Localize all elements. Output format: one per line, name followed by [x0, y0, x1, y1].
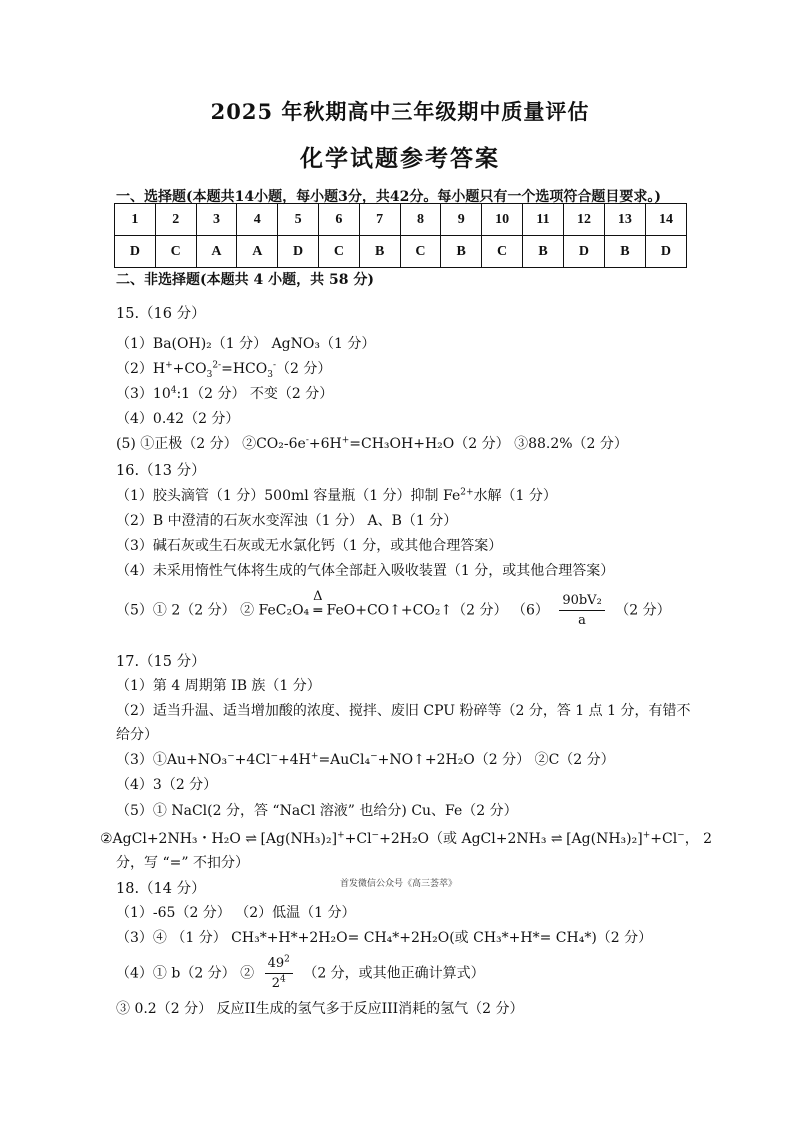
text: +NO↑+2H₂O（2 分） ②C（2 分）: [377, 752, 615, 768]
fraction: [265, 956, 293, 991]
table-cell: 2: [155, 204, 196, 236]
text: 2: [271, 976, 280, 991]
section-2-heading: [116, 269, 374, 289]
superscript: 2-: [212, 360, 222, 371]
answer-table: [114, 203, 687, 268]
text: （1）胶头滴管（1 分）500ml 容量瓶（1 分）抑制 Fe: [116, 488, 461, 504]
q17-line-4: （4）3（2 分）: [116, 777, 218, 793]
table-cell: 1: [115, 204, 156, 236]
table-cell: C: [482, 236, 523, 268]
text: [Ag(NH₃)₂]: [566, 831, 643, 847]
text: ， 2: [684, 831, 713, 847]
table-cell: 8: [400, 204, 441, 236]
table-cell: D: [563, 236, 604, 268]
text: :1（2 分） 不变（2 分）: [176, 386, 334, 402]
superscript: 2: [284, 954, 290, 965]
table-cell: D: [278, 236, 319, 268]
q15-line-1: （1）Ba(OH)₂（1 分） AgNO₃（1 分）: [116, 336, 376, 352]
table-cell: B: [604, 236, 645, 268]
text: =HCO: [221, 361, 268, 377]
superscript: +: [310, 751, 319, 762]
table-cell: B: [523, 236, 564, 268]
text: =AuCl₄: [318, 752, 371, 768]
q16-line-2: （2）B 中澄清的石灰水变浑浊（1 分） A、B（1 分）: [116, 513, 458, 529]
table-cell: A: [196, 236, 237, 268]
superscript: -: [272, 360, 277, 371]
table-cell: D: [645, 236, 686, 268]
q15-heading: 15.（16 分）: [116, 306, 206, 322]
q17-line-2: （2）适当升温、适当增加酸的浓度、搅拌、废旧 CPU 粉碎等（2 分，答 1 点 1 分，有错不: [116, 703, 691, 719]
q16-line-3: （3）碱石灰或生石灰或无水氯化钙（1 分，或其他合理答案）: [116, 538, 503, 554]
table-cell: D: [115, 236, 156, 268]
table-cell: C: [400, 236, 441, 268]
q16-line-5: [116, 588, 671, 628]
text: ②AgCl+2NH₃・H₂O: [100, 831, 241, 847]
text: （2 分，或其他正确计算式）: [303, 965, 485, 982]
table-cell: 10: [482, 204, 523, 236]
q17-line-2b: 给分）: [116, 727, 158, 743]
fraction-numerator: 90bV₂: [559, 593, 604, 611]
section-2-note: (本题共 4 小题，共 58 分): [200, 272, 374, 288]
text: =CH₃OH+H₂O（2 分） ③88.2%（2 分）: [349, 436, 628, 452]
text: （2）H: [116, 361, 166, 377]
table-cell: A: [237, 236, 278, 268]
table-cell: 3: [196, 204, 237, 236]
table-cell: 12: [563, 204, 604, 236]
text: [Ag(NH₃)₂]: [260, 831, 338, 847]
text: （2 分）: [615, 602, 671, 619]
q18-line-2: （3）④ （1 分） CH₃*+H*+2H₂O= CH₄*+2H₂O(或 CH₃*+H*= CH₄*)（2 分）: [116, 930, 653, 946]
reversible-arrow: ⇌: [245, 831, 257, 847]
fraction-denominator: a: [578, 613, 586, 628]
fraction-numerator: [265, 956, 293, 974]
table-cell: 11: [523, 204, 564, 236]
text: （5）① 2（2 分） ② FeC₂O₄: [116, 602, 310, 619]
table-cell: C: [318, 236, 359, 268]
text: （4）① b（2 分） ②: [116, 965, 255, 982]
heat-arrow: Δ ═: [313, 588, 323, 619]
q17-line-1: （1）第 4 周期第 IB 族（1 分）: [116, 678, 321, 694]
table-cell: C: [155, 236, 196, 268]
text: FeO+CO↑+CO₂↑（2 分） （6）: [326, 602, 549, 619]
q17-heading: 17.（15 分）: [116, 654, 206, 670]
q15-line-2: $(2)H^++CO_3^{2-}=HCO_3^-(2$ 分）: [116, 360, 332, 380]
watermark-text: 首发微信公众号《高三荟萃》: [340, 879, 458, 889]
superscript: −: [371, 830, 380, 841]
page-title: 2025 年秋期高中三年级期中质量评估: [210, 99, 590, 124]
superscript: 4: [280, 974, 286, 985]
table-cell: 5: [278, 204, 319, 236]
text: +2H₂O（或 AgCl+2NH₃: [379, 831, 547, 847]
table-cell: B: [441, 236, 482, 268]
table-row-answers: [115, 236, 687, 268]
table-cell: 6: [318, 204, 359, 236]
table-cell: 9: [441, 204, 482, 236]
superscript: -: [305, 435, 309, 446]
superscript: 2+: [460, 487, 474, 498]
q17-line-6: [100, 828, 712, 848]
superscript: −: [270, 751, 279, 762]
q16-heading: 16.（13 分）: [116, 463, 206, 479]
q18-heading: 18.（14 分）: [116, 881, 206, 897]
section-1-note: (本题共14小题，每小题3分，共42分。每小题只有一个选项符合题目要求。): [186, 189, 661, 205]
superscript: +: [337, 830, 345, 841]
section-1-label: 一、选择题: [116, 189, 186, 205]
table-row-numbers: [115, 204, 687, 236]
q16-line-1: [116, 485, 557, 505]
table-cell: 13: [604, 204, 645, 236]
superscript: +: [341, 435, 350, 446]
text: （3）①Au+NO₃: [116, 752, 228, 768]
reversible-arrow: ⇌: [550, 831, 562, 847]
table-cell: 7: [359, 204, 400, 236]
q18-line-4: ③ 0.2（2 分） 反应II生成的氢气多于反应III消耗的氢气（2 分）: [116, 1001, 524, 1017]
text: +CO: [172, 361, 207, 377]
page-subtitle: 化学试题参考答案: [300, 145, 500, 172]
q17-line-7: 分，写 “=” 不扣分）: [116, 855, 249, 871]
table-cell: B: [359, 236, 400, 268]
text: +4Cl: [234, 752, 271, 768]
superscript: +: [642, 830, 651, 841]
text: +Cl: [650, 831, 678, 847]
section-2-label: 二、非选择题: [116, 272, 200, 288]
table-cell: 4: [237, 204, 278, 236]
text: +6H: [308, 436, 342, 452]
text: (5) ①正极（2 分） ②CO₂-6e: [116, 436, 306, 452]
delta-symbol: Δ: [313, 588, 323, 604]
text: 49: [267, 956, 285, 971]
superscript: −: [370, 751, 378, 762]
superscript: 4: [170, 385, 177, 396]
q18-line-3: [116, 956, 485, 991]
text: 水解（1 分）: [473, 488, 557, 504]
fraction-denominator: [265, 974, 293, 991]
q17-line-3: [116, 749, 615, 769]
q15-line-5: [116, 433, 628, 453]
text: +Cl: [344, 831, 372, 847]
fraction: [559, 593, 604, 628]
text: +4H: [278, 752, 311, 768]
text: （2 分）: [276, 361, 332, 377]
q18-line-1: （1）-65（2 分） （2）低温（1 分）: [116, 905, 356, 921]
q15-line-4: （4）0.42（2 分）: [116, 411, 240, 427]
superscript: −: [227, 751, 235, 762]
superscript: +: [165, 360, 173, 371]
q17-line-5: （5）① NaCl(2 分，答 “NaCl 溶液” 也给分) Cu、Fe（2 分）: [116, 803, 518, 819]
text: （3）10: [116, 386, 171, 402]
q16-line-4: （4）未采用惰性气体将生成的气体全部赶入吸收装置（1 分，或其他合理答案）: [116, 563, 615, 579]
superscript: −: [677, 830, 685, 841]
q15-line-3: [116, 383, 333, 403]
table-cell: 14: [645, 204, 686, 236]
